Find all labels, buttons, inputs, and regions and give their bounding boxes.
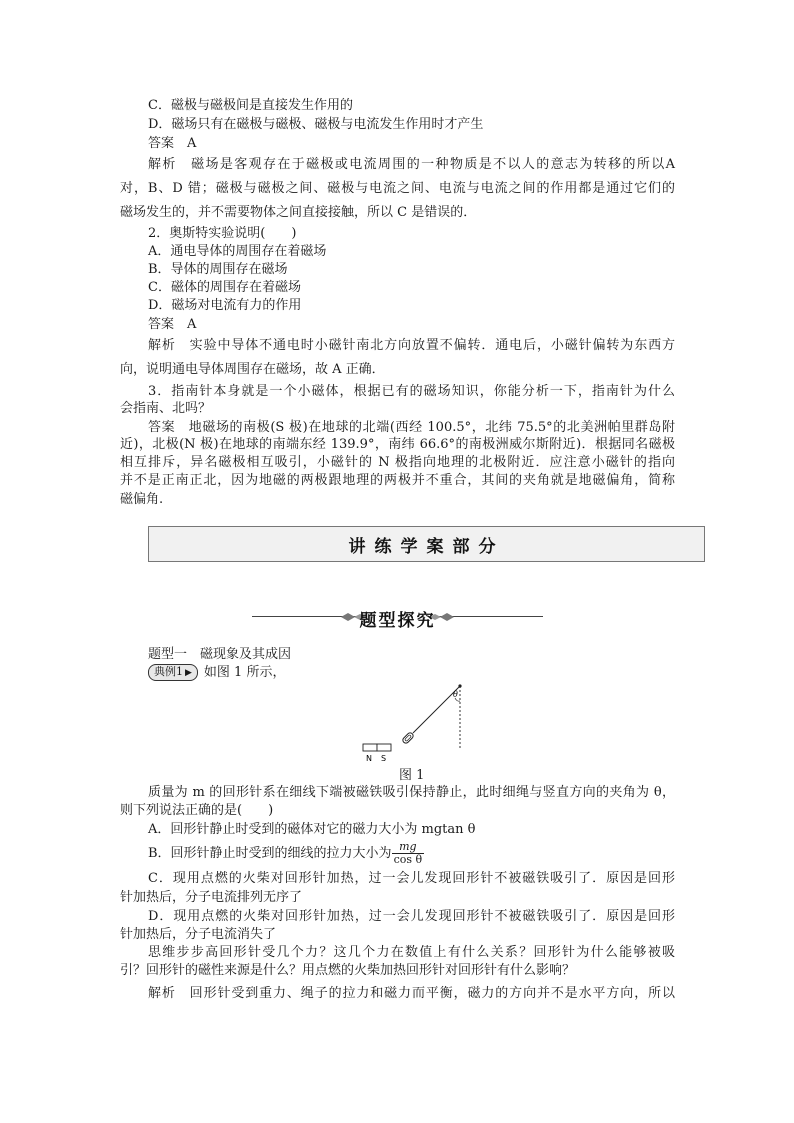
angle-label: θ [453,690,458,699]
magnet-n-block [363,744,377,751]
option-b-text: B．回形针静止时受到的细线的拉力大小为 [148,846,392,861]
q2-option-a: A．通电导体的周围存在着磁场 [148,244,327,259]
question-type-heading: 题型一 磁现象及其成因 [148,647,292,662]
paperclip-icon [402,732,415,745]
section-title: 题型探究 [359,611,436,631]
banner-title: 讲练学案部分 [348,536,505,557]
magnet-s-label: S [381,754,387,763]
fraction-denominator: cos θ [393,853,423,866]
q1-analysis-line-1: 解析 磁场是客观存在于磁极或电流周围的一种物质是不以人的意志为转移的所以A [148,157,675,172]
q3-stem-line-1: 3．指南针本身就是一个小磁体，根据已有的磁场知识，你能分析一下，指南针为什么 [148,384,675,399]
q2-analysis-line-2: 向，说明通电导体周围存在磁场，故 A 正确． [120,362,385,377]
problem-option-d-line-2: 针加热后，分子电流消失了 [120,927,277,942]
problem-option-a: A．回形针静止时受到的磁体对它的磁力大小为 mgtan θ [148,822,476,837]
q1-option-c: C．磁极与磁极间是直接发生作用的 [148,98,353,113]
thinking-line-2: 引？回形针的磁性来源是什么？用点燃的火柴加热回形针对回形针有什么影响？ [120,963,576,978]
example-tag-label: 典例1 [154,665,183,678]
section-banner [148,526,705,562]
q1-analysis-line-2: 对，B、D 错；磁极与磁极之间、磁极与电流之间、电流与电流之间的作用都是通过它们的 [120,181,675,196]
q2-stem: 2．奥斯特实验说明( ) [148,226,297,241]
problem-option-b [148,839,424,869]
q2-option-c: C．磁体的周围存在着磁场 [148,280,301,295]
q2-option-b: B．导体的周围存在磁场 [148,262,288,277]
q2-option-d: D．磁场对电流有力的作用 [148,298,302,313]
problem-option-c-line-1: C．现用点燃的火柴对回形针加热，过一会儿发现回形针不被磁铁吸引了．原因是回形 [148,871,675,886]
q1-option-d: D．磁场只有在磁极与磁极、磁极与电流发生作用时才产生 [148,117,484,132]
problem-option-c-line-2: 针加热后，分子电流排列无序了 [120,890,303,905]
q1-answer: 答案 A [148,136,197,151]
q3-answer-line-2: 近)，北极(N 极)在地球的南端东经 139.9°，南纬 66.6°的南极洲威尔斯附近)．根据同名磁极 [120,437,675,452]
q3-answer-line-4: 并不是正南正北，因为地磁的两极跟地理的两极并不重合，其间的夹角就是地磁偏角，简称 [120,473,675,488]
analysis-line-1: 解析 回形针受到重力、绳子的拉力和磁力而平衡，磁力的方向并不是水平方向，所以 [148,986,675,1001]
option-b-fraction [392,841,425,866]
play-triangle-icon: ▶ [185,668,192,678]
q1-analysis-line-3: 磁场发生的，并不需要物体之间直接接触，所以 C 是错误的． [120,205,477,220]
section-header [120,604,675,630]
figure-caption: 图 1 [399,768,425,783]
problem-stem-line-1: 质量为 m 的回形针系在细线下端被磁铁吸引保持静止，此时细绳与竖直方向的夹角为 θ， [148,785,675,800]
problem-option-d-line-1: D．现用点燃的火柴对回形针加热，过一会儿发现回形针不被磁铁吸引了．原因是回形 [148,909,675,924]
fraction-numerator: mg [392,841,425,854]
q3-answer-line-1: 答案 地磁场的南极(S 极)在地球的北端(西经 100.5°，北纬 75.5°的北美洲帕里群岛附 [148,420,675,435]
example-tag [148,664,198,681]
q2-answer: 答案 A [148,317,197,332]
q2-analysis-line-1: 解析 实验中导体不通电时小磁针南北方向放置不偏转．通电后，小磁针偏转为东西方 [148,338,675,353]
q3-answer-line-3: 相互排斥，异名磁极相互吸引，小磁针的 N 极指向地理的北极附近．应注意小磁针的指向 [120,455,675,470]
example-line [148,664,285,681]
example-intro: 如图 1 所示， [203,665,286,680]
q3-stem-line-2: 会指南、北吗？ [120,401,212,416]
figure-magnet-paperclip [355,680,475,770]
q3-answer-line-5: 磁偏角. [120,492,164,507]
magnet-n-label: N [366,754,372,763]
magnet-s-block [377,744,391,751]
thinking-line-1: 思维步步高回形针受几个力？这几个力在数值上有什么关系？回形针为什么能够被吸 [148,945,675,960]
problem-stem-line-2: 则下列说法正确的是( ) [120,803,274,818]
